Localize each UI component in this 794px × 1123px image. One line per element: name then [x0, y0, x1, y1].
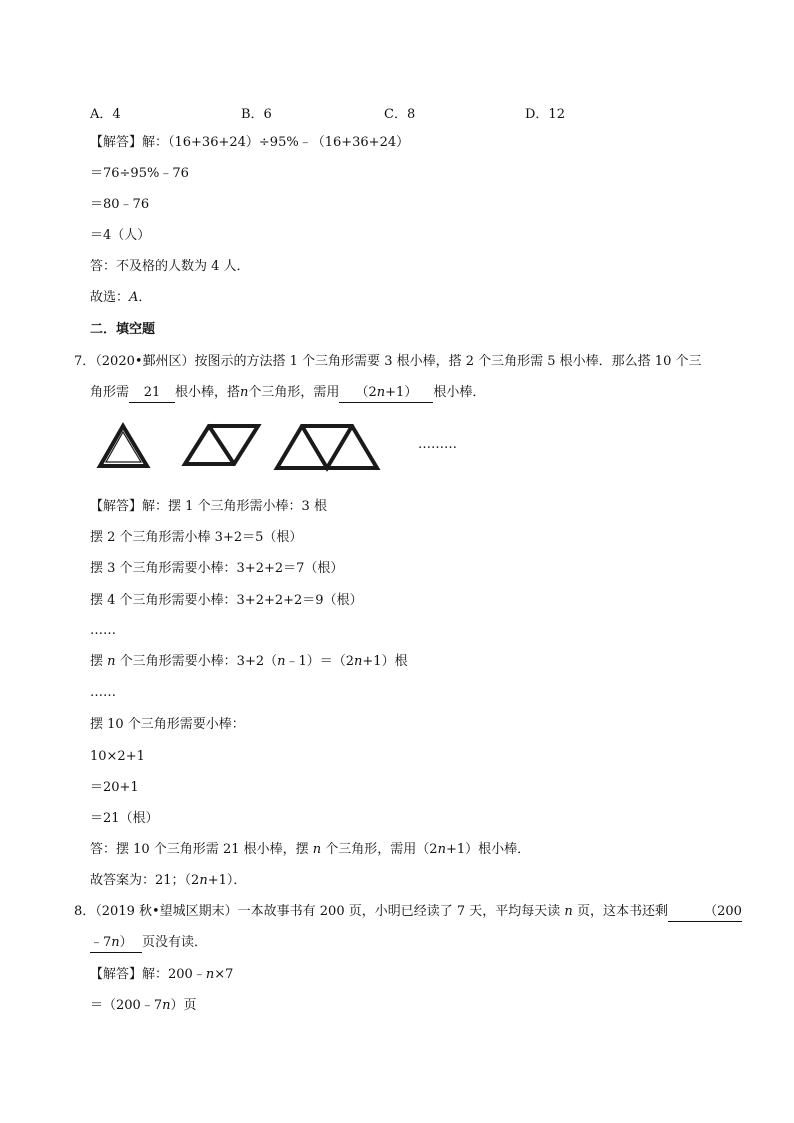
- q8-var-n: n: [205, 967, 215, 982]
- triangle-3-mid: [302, 426, 352, 468]
- q6-choice-prefix: 故选：: [90, 290, 130, 305]
- q7-solution-dots: ……: [90, 623, 116, 638]
- q8-blank-c: ）: [119, 935, 133, 950]
- option-d: D．12: [525, 107, 565, 122]
- q7-text: +1）根小棒．: [445, 842, 531, 857]
- option-c: C．8: [384, 107, 416, 122]
- section-title: 二．填空题: [90, 322, 156, 337]
- q7-question-line2: [90, 384, 485, 403]
- q7-var-n: n: [354, 654, 363, 669]
- q7-question-line1: 7．（2020•鄞州区）按图示的方法搭 1 个三角形需要 3 根小棒，搭 2 个三角形需 5 根小棒．那么搭 10 个三: [74, 354, 702, 369]
- q7-var-n: n: [107, 654, 116, 669]
- q7-solution-dots: ……: [90, 685, 116, 700]
- q8-var-n: n: [162, 998, 171, 1013]
- q7-solution-general: [90, 653, 408, 671]
- q8-text: 页，这本书还剩: [576, 904, 668, 919]
- q7-var-n: n: [277, 654, 286, 669]
- q6-solution-line: ＝76÷95%﹣76: [90, 166, 189, 181]
- q8-text: ）页: [170, 998, 197, 1013]
- q8-var-n: n: [564, 904, 573, 919]
- q7-text: +1）．: [207, 873, 247, 888]
- q7-text: 根小棒．: [433, 385, 486, 400]
- triangle-3-outer: [277, 426, 377, 468]
- q8-text: 页没有读．: [142, 935, 208, 950]
- q7-var-n: n: [437, 842, 446, 857]
- q7-solution-line: ＝20+1: [90, 780, 139, 795]
- q7-solution-line: 10×2+1: [90, 749, 145, 764]
- q8-text: ×7: [214, 967, 234, 982]
- q8-text: 8．（2019 秋•望城区期末）一本故事书有 200 页，小明已经读了 7 天，平均每天读: [74, 904, 561, 919]
- q7-blank-1: 21: [129, 384, 175, 403]
- q7-blank-2-b: +1）: [385, 385, 418, 400]
- q7-solution-line: 摆 10 个三角形需要小棒：: [90, 717, 245, 732]
- q7-text: 根小棒，搭: [175, 385, 241, 400]
- q6-choice-letter: A: [129, 290, 139, 305]
- q6-solution-line: ＝4（人）: [90, 228, 151, 243]
- q7-text: 摆: [90, 654, 104, 669]
- q8-text: ＝（200﹣7: [90, 998, 163, 1013]
- option-b: B．6: [241, 107, 272, 122]
- q6-solution-line: 答：不及格的人数为 4 人．: [90, 259, 250, 274]
- q7-solution-line: 摆 2 个三角形需小棒 3+2＝5（根）: [90, 530, 303, 545]
- q7-blank-2-a: （2: [355, 385, 377, 400]
- q8-text: 【解答】解：200﹣: [90, 967, 206, 982]
- triangle-2-mid: [209, 426, 234, 464]
- q7-solution-line: 摆 3 个三角形需要小棒：3+2+2＝7（根）: [90, 561, 344, 576]
- q7-solution-line: 摆 4 个三角形需要小棒：3+2+2+2＝9（根）: [90, 593, 363, 608]
- q8-solution-line: [90, 966, 233, 984]
- q7-answer: [90, 841, 530, 859]
- triangle-sticks-figure: [90, 418, 390, 478]
- q7-var-n: n: [199, 873, 208, 888]
- q7-text: 答：摆 10 个三角形需 21 根小棒，摆: [90, 842, 309, 857]
- q8-question-line2: [90, 934, 207, 953]
- q7-text: 个三角形，需用（2: [325, 842, 438, 857]
- q8-question-line1: [74, 903, 742, 922]
- option-a: A．4: [90, 107, 121, 122]
- q8-blank-n: n: [111, 935, 120, 950]
- q8-blank-b: ﹣7: [90, 935, 112, 950]
- q6-choice-suffix: ．: [138, 290, 152, 305]
- q7-var-n: n: [240, 385, 249, 400]
- q6-choice: [90, 289, 151, 307]
- q6-solution-line: ＝80﹣76: [90, 197, 150, 212]
- q7-text: +1）根: [362, 654, 408, 669]
- q7-text: 个三角形，需用: [248, 385, 340, 400]
- q7-blank-2: [339, 384, 433, 403]
- q7-var-n: n: [312, 842, 322, 857]
- q7-text: 故答案为：21；（2: [90, 873, 200, 888]
- q7-text: ﹣1）＝（2: [285, 654, 355, 669]
- q7-solution-line: ＝21（根）: [90, 811, 159, 826]
- q8-blank-part1: （200: [668, 903, 742, 922]
- q7-blank-2-n: n: [376, 385, 386, 400]
- q7-text: 个三角形需要小棒：3+2（: [119, 654, 278, 669]
- q8-solution-line: [90, 997, 196, 1015]
- q7-solution-line: 【解答】解：摆 1 个三角形需小棒：3 根: [90, 499, 327, 514]
- q7-text: 角形需: [90, 385, 130, 400]
- q8-blank-part2: [90, 934, 142, 953]
- q6-solution-line: 【解答】解：（16+36+24）÷95%﹣（16+36+24）: [90, 135, 410, 150]
- figure-ellipsis: ………: [418, 437, 457, 452]
- q7-final-answer: [90, 872, 246, 890]
